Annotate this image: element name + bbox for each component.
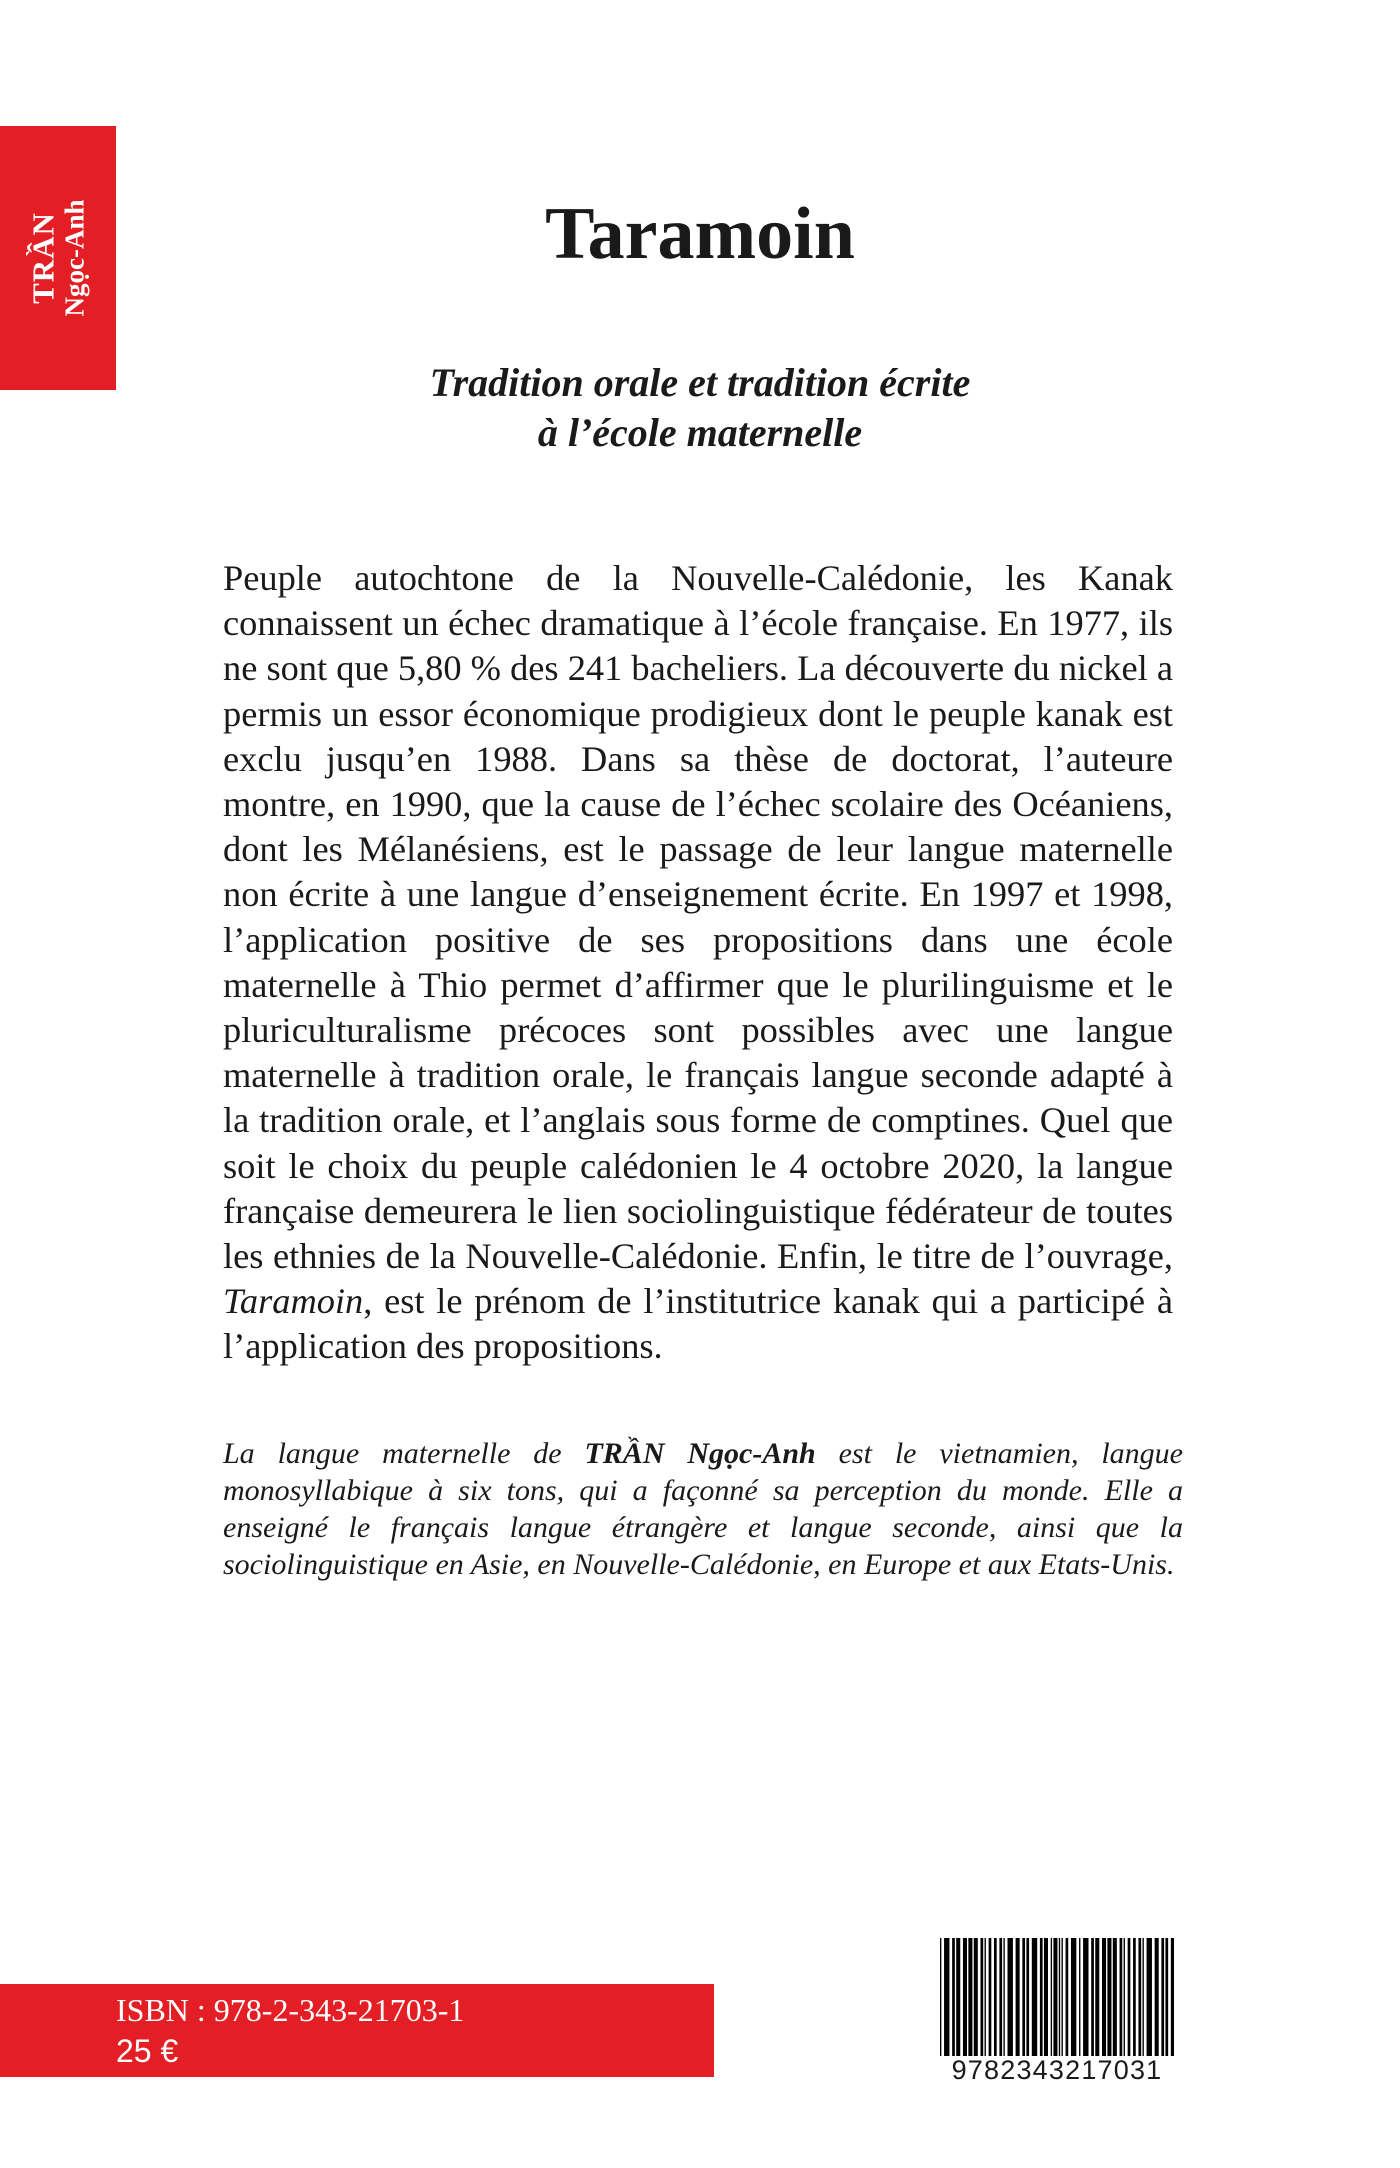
barcode-bar: [1155, 1938, 1159, 2056]
barcode-bar: [994, 1938, 997, 2056]
blurb-text-part-1: Peuple autochtone de la Nouvelle-Calédonie, les Kanak connaissent un échec dramatique à l’école française. En 1977, ils ne sont que 5,80 % des 241 bacheliers. La découverte du nickel a permis un essor économique prodigieux dont le peuple kanak est exclu jusqu’en 1988. Dans sa thèse de doctorat, l’auteure montre, en 1990, que la cause de l’échec scolaire des Océaniens, dont les Mélanésiens, est le passage de leur langue maternelle non écrite à une langue d’enseignement écrite. En 1997 et 1998, l’application positive de ses propositions dans une école maternelle à Thio permet d’affirmer que le plurilinguisme et le pluriculturalisme précoces sont possibles avec une langue maternelle à tradition orale, le français langue seconde adapté à la tradition orale, et l’anglais sous forme de comptines. Quel que soit le choix du peuple calédonien le 4 octobre 2020, la langue française demeurera le lien sociolinguistique fédérateur de toutes les ethnies de la Nouvelle-Calédonie. Enfin, le titre de l’ouvrage,: [223, 558, 1173, 1277]
barcode-bar: [1051, 1938, 1052, 2056]
blurb-italic-title: Taramoin: [223, 1281, 364, 1322]
blurb-text-part-2: , est le prénom de l’institutrice kanak qui a participé à l’application des propositions.: [223, 1281, 1173, 1367]
barcode-bar: [1079, 1938, 1080, 2056]
barcode-bars: [934, 1938, 1180, 2056]
barcode-bar: [1071, 1938, 1076, 2056]
bio-intro: La langue maternelle de: [223, 1437, 585, 1470]
barcode-bar: [1120, 1938, 1123, 2056]
book-title: Taramoin: [545, 193, 855, 275]
bio-author-given-name: Ngọc-Anh: [687, 1437, 816, 1470]
barcode-bar: [1124, 1938, 1125, 2056]
barcode-bar: [985, 1938, 986, 2056]
barcode-digits: 9782343217031: [951, 2055, 1163, 2085]
barcode-bar: [1022, 1938, 1025, 2056]
barcode-bar: [1095, 1938, 1099, 2056]
barcode-bar: [940, 1938, 941, 2056]
spine-surname: TRẦN: [25, 212, 61, 304]
barcode-bar: [968, 1938, 972, 2056]
barcode-bar: [1138, 1938, 1141, 2056]
barcode-bar: [956, 1938, 960, 2056]
price-label: 25 €: [116, 2033, 179, 2069]
barcode-bar: [1091, 1938, 1094, 2056]
isbn-label: ISBN : 978-2-343-21703-1: [116, 1992, 465, 2028]
barcode-bar: [1062, 1938, 1063, 2056]
barcode-bar: [1102, 1938, 1106, 2056]
barcode-bar: [999, 1938, 1002, 2056]
barcode-bar: [1133, 1938, 1136, 2056]
subtitle-line-1: Tradition orale et tradition écrite: [429, 360, 971, 405]
barcode-bar: [1016, 1938, 1020, 2056]
barcode-bar: [944, 1938, 949, 2056]
spine-given-name: Ngọc-Anh: [59, 199, 90, 317]
barcode-bar: [1066, 1938, 1069, 2056]
bio-rest: est le vietnamien, langue monosyllabique à six tons, qui a façonné sa perception du monde. Elle a enseigné le français langue étrangère et langue seconde, ainsi que la sociolinguistique en Asie, en Nouvelle-Calédonie, en Europe et aux Etats-Unis.: [223, 1437, 1183, 1581]
barcode-bar: [989, 1938, 992, 2056]
barcode-bar: [1040, 1938, 1043, 2056]
bio-author-surname: TRẦN: [584, 1437, 665, 1470]
barcode-bar: [1165, 1938, 1168, 2056]
barcode-bar: [1107, 1938, 1111, 2056]
barcode-bar: [1026, 1938, 1029, 2056]
subtitle-line-2: à l’école maternelle: [537, 410, 863, 455]
barcode-icon: [934, 1938, 1180, 2088]
barcode-bar: [1053, 1938, 1057, 2056]
barcode-bar: [1083, 1938, 1088, 2056]
barcode-bar: [1044, 1938, 1048, 2056]
author-bio: [223, 1435, 1183, 1583]
barcode-bar: [974, 1938, 978, 2056]
barcode-bar: [981, 1938, 984, 2056]
barcode-bar: [1128, 1938, 1131, 2056]
barcode-bar: [1032, 1938, 1037, 2056]
barcode-bar: [1171, 1938, 1174, 2056]
barcode-bar: [1143, 1938, 1144, 2056]
barcode-bar: [1003, 1938, 1004, 2056]
barcode-bar: [1008, 1938, 1013, 2056]
back-cover-blurb: [223, 556, 1173, 1370]
barcode-bar: [963, 1938, 967, 2056]
barcode-bar: [1113, 1938, 1117, 2056]
barcode-bar: [1161, 1938, 1164, 2056]
barcode-bar: [1147, 1938, 1152, 2056]
book-subtitle: [0, 358, 1400, 458]
barcode-bar: [952, 1938, 955, 2056]
barcode-bar: [1059, 1938, 1060, 2056]
